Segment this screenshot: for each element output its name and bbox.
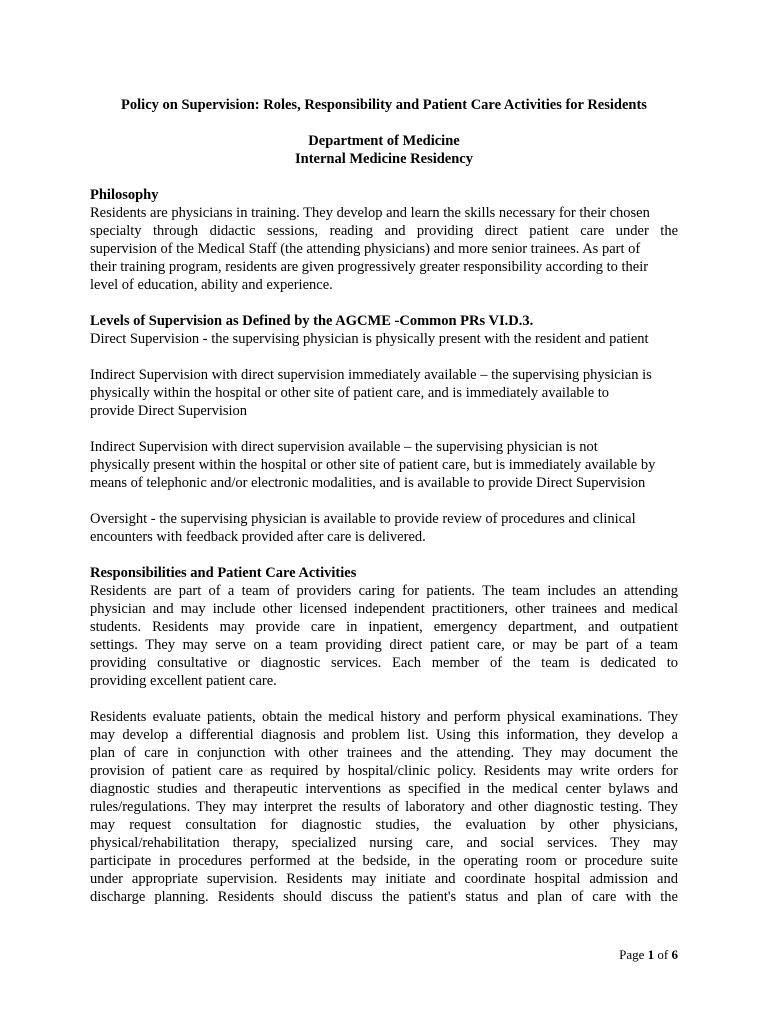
program-name: Internal Medicine Residency xyxy=(294,151,473,167)
page-total: 6 xyxy=(671,947,678,962)
patient-care-line: may request consultation for diagnostic studies, the evaluation by other physicians, xyxy=(90,817,678,833)
patient-care-line: discharge planning. Residents should discuss the patient's status and plan of care with the xyxy=(90,889,678,905)
oversight-paragraph xyxy=(90,510,678,546)
responsibilities-line: providing excellent patient care. xyxy=(90,673,277,689)
patient-care-line: diagnostic studies and therapeutic interventions as specified in the medical center bylaws and xyxy=(90,781,678,797)
page-prefix: Page xyxy=(619,947,648,962)
levels-heading: Levels of Supervision as Defined by the AGCME -Common PRs VI.D.3. xyxy=(90,313,534,329)
indirect-immediate-line: Indirect Supervision with direct supervision immediately available – the supervising physician is xyxy=(90,367,652,383)
patient-care-line: physical/rehabilitation therapy, specialized nursing care, and social services. They may xyxy=(90,835,678,851)
responsibilities-line: students. Residents may provide care in inpatient, emergency department, and outpatient xyxy=(90,619,678,635)
page-number xyxy=(619,946,678,964)
responsibilities-heading: Responsibilities and Patient Care Activities xyxy=(90,565,357,581)
page-current: 1 xyxy=(647,947,655,962)
direct-supervision-line: Direct Supervision - the supervising physician is physically present with the resident and patient xyxy=(90,331,649,347)
philosophy-line: Residents are physicians in training. They develop and learn the skills necessary for their chosen xyxy=(90,205,650,221)
responsibilities-line: providing consultative or diagnostic services. Each member of the team is dedicated to xyxy=(90,655,678,671)
philosophy-line: supervision of the Medical Staff (the attending physicians) and more senior trainees. As part of xyxy=(90,241,641,257)
patient-care-line: plan of care in conjunction with other trainees and the attending. They may document the xyxy=(90,745,678,761)
indirect-available-line: means of telephonic and/or electronic modalities, and is available to provide Direct Supervision xyxy=(90,475,646,491)
philosophy-section xyxy=(90,186,678,294)
page-of: of xyxy=(654,947,672,962)
oversight-line: encounters with feedback provided after care is delivered. xyxy=(90,529,426,545)
department-name: Department of Medicine xyxy=(308,133,460,149)
philosophy-line: their training program, residents are given progressively greater responsibility according to their xyxy=(90,259,649,275)
department-block xyxy=(90,132,678,168)
indirect-immediate-line: provide Direct Supervision xyxy=(90,403,248,419)
patient-care-line: under appropriate supervision. Residents may initiate and coordinate hospital admission and xyxy=(90,871,678,887)
levels-section xyxy=(90,312,678,546)
responsibilities-section xyxy=(90,564,678,906)
responsibilities-line: Residents are part of a team of providers caring for patients. The team includes an attending xyxy=(90,583,678,599)
patient-care-paragraph xyxy=(90,708,678,906)
document-page xyxy=(90,96,678,906)
indirect-available-line: physically present within the hospital or other site of patient care, but is immediately available by xyxy=(90,457,656,473)
indirect-immediate-line: physically within the hospital or other site of patient care, and is immediately available to xyxy=(90,385,610,401)
patient-care-line: may develop a differential diagnosis and problem list. Using this information, they develop a xyxy=(90,727,678,743)
philosophy-heading: Philosophy xyxy=(90,187,159,203)
patient-care-line: Residents evaluate patients, obtain the medical history and perform physical examinations. They xyxy=(90,709,678,725)
patient-care-line: rules/regulations. They may interpret the results of laboratory and other diagnostic testing. They xyxy=(90,799,678,815)
patient-care-line: provision of patient care as required by hospital/clinic policy. Residents may write orders for xyxy=(90,763,678,779)
oversight-line: Oversight - the supervising physician is available to provide review of procedures and clinical xyxy=(90,511,636,527)
patient-care-line: participate in procedures performed at the bedside, in the operating room or procedure suite xyxy=(90,853,678,869)
indirect-available-line: Indirect Supervision with direct supervision available – the supervising physician is not xyxy=(90,439,598,455)
philosophy-line: specialty through didactic sessions, reading and providing direct patient care under the xyxy=(90,223,678,239)
responsibilities-line: physician and may include other licensed independent practitioners, other trainees and medical xyxy=(90,601,678,617)
indirect-immediate-paragraph xyxy=(90,366,678,420)
document-title: Policy on Supervision: Roles, Responsibility and Patient Care Activities for Residents xyxy=(121,97,647,113)
indirect-available-paragraph xyxy=(90,438,678,492)
philosophy-line: level of education, ability and experience. xyxy=(90,277,333,293)
responsibilities-line: settings. They may serve on a team providing direct patient care, or may be part of a team xyxy=(90,637,678,653)
